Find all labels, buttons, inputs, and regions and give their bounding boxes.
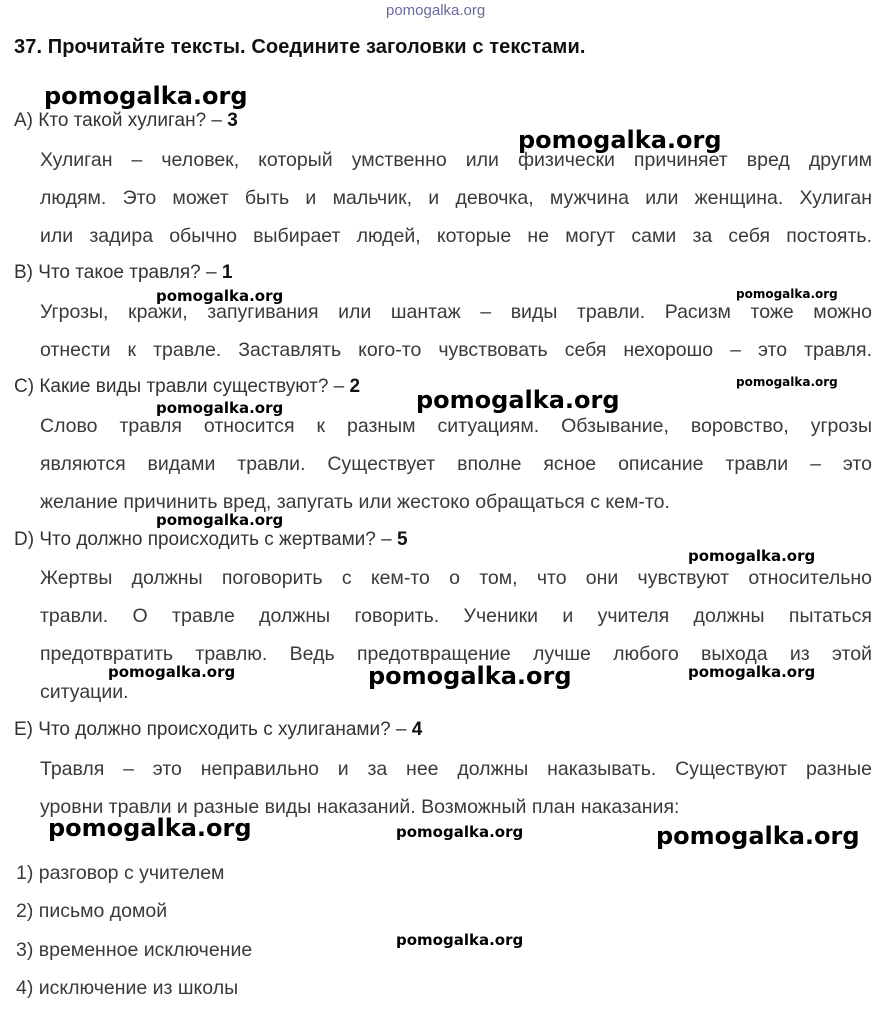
text-line: отнести к травле. Заставлять кого-то чувствовать себя нехорошо – это травля.: [40, 339, 872, 361]
heading-b: B) Что такое травля? – 1: [14, 262, 233, 283]
list-item: 3) временное исключение: [16, 939, 253, 961]
text-line: являются видами травли. Существует вполне ясное описание травли – это: [40, 453, 872, 475]
watermark: pomogalka.org: [736, 287, 838, 301]
text-line: или задира обычно выбирает людей, которые не могут сами за себя постоять.: [40, 225, 872, 247]
text-line: Угрозы, кражи, запугивания или шантаж – виды травли. Расизм тоже можно: [40, 301, 872, 323]
exercise-title: 37. Прочитайте тексты. Соедините заголовки с текстами.: [14, 36, 586, 58]
watermark: pomogalka.org: [656, 822, 860, 850]
list-item: 4) исключение из школы: [16, 977, 239, 999]
text-line: Слово травля относится к разным ситуациям. Обзывание, воровство, угрозы: [40, 415, 872, 437]
heading-a: A) Кто такой хулиган? – 3: [14, 110, 238, 131]
watermark: pomogalka.org: [396, 931, 524, 949]
list-item: 1) разговор с учителем: [16, 862, 225, 884]
watermark: pomogalka.org: [156, 511, 284, 529]
heading-e: E) Что должно происходить с хулиганами? – 4: [14, 719, 423, 740]
watermark: pomogalka.org: [156, 287, 284, 305]
watermark: pomogalka.org: [416, 386, 620, 414]
watermark: pomogalka.org: [396, 823, 524, 841]
text-line: Хулиган – человек, который умственно или физически причиняет вред другим: [40, 149, 872, 171]
text-line: травли. О травле должны говорить. Ученики и учителя должны пытаться: [40, 605, 872, 627]
answer-c: 2: [349, 376, 361, 397]
heading-c: C) Какие виды травли существуют? – 2: [14, 376, 361, 397]
answer-a: 3: [227, 110, 238, 131]
text-line: Травля – это неправильно и за нее должны наказывать. Существуют разные: [40, 758, 872, 780]
watermark: pomogalka.org: [368, 662, 572, 690]
text-line: людям. Это может быть и мальчик, и девочка, мужчина или женщина. Хулиган: [40, 187, 872, 209]
watermark: pomogalka.org: [518, 126, 722, 154]
watermark: pomogalka.org: [688, 663, 816, 681]
watermark: pomogalka.org: [688, 547, 816, 565]
watermark-top: pomogalka.org: [386, 2, 486, 19]
list-item: 2) письмо домой: [16, 900, 168, 922]
text-line: желание причинить вред, запугать или жестоко обращаться с кем-то.: [40, 491, 670, 513]
watermark: pomogalka.org: [108, 663, 236, 681]
heading-d: D) Что должно происходить с жертвами? – 5: [14, 529, 408, 550]
watermark: pomogalka.org: [48, 814, 252, 842]
answer-e: 4: [411, 719, 423, 740]
text-line: уровни травли и разные виды наказаний. Возможный план наказания:: [40, 796, 680, 818]
answer-b: 1: [221, 262, 233, 283]
text-line: Жертвы должны поговорить с кем-то о том, что они чувствуют относительно: [40, 567, 872, 589]
watermark: pomogalka.org: [44, 82, 248, 110]
watermark: pomogalka.org: [736, 375, 838, 389]
answer-d: 5: [396, 529, 408, 550]
watermark: pomogalka.org: [156, 399, 284, 417]
text-line: предотвратить травлю. Ведь предотвращение лучше любого выхода из этой: [40, 643, 872, 665]
text-line: ситуации.: [40, 681, 129, 703]
